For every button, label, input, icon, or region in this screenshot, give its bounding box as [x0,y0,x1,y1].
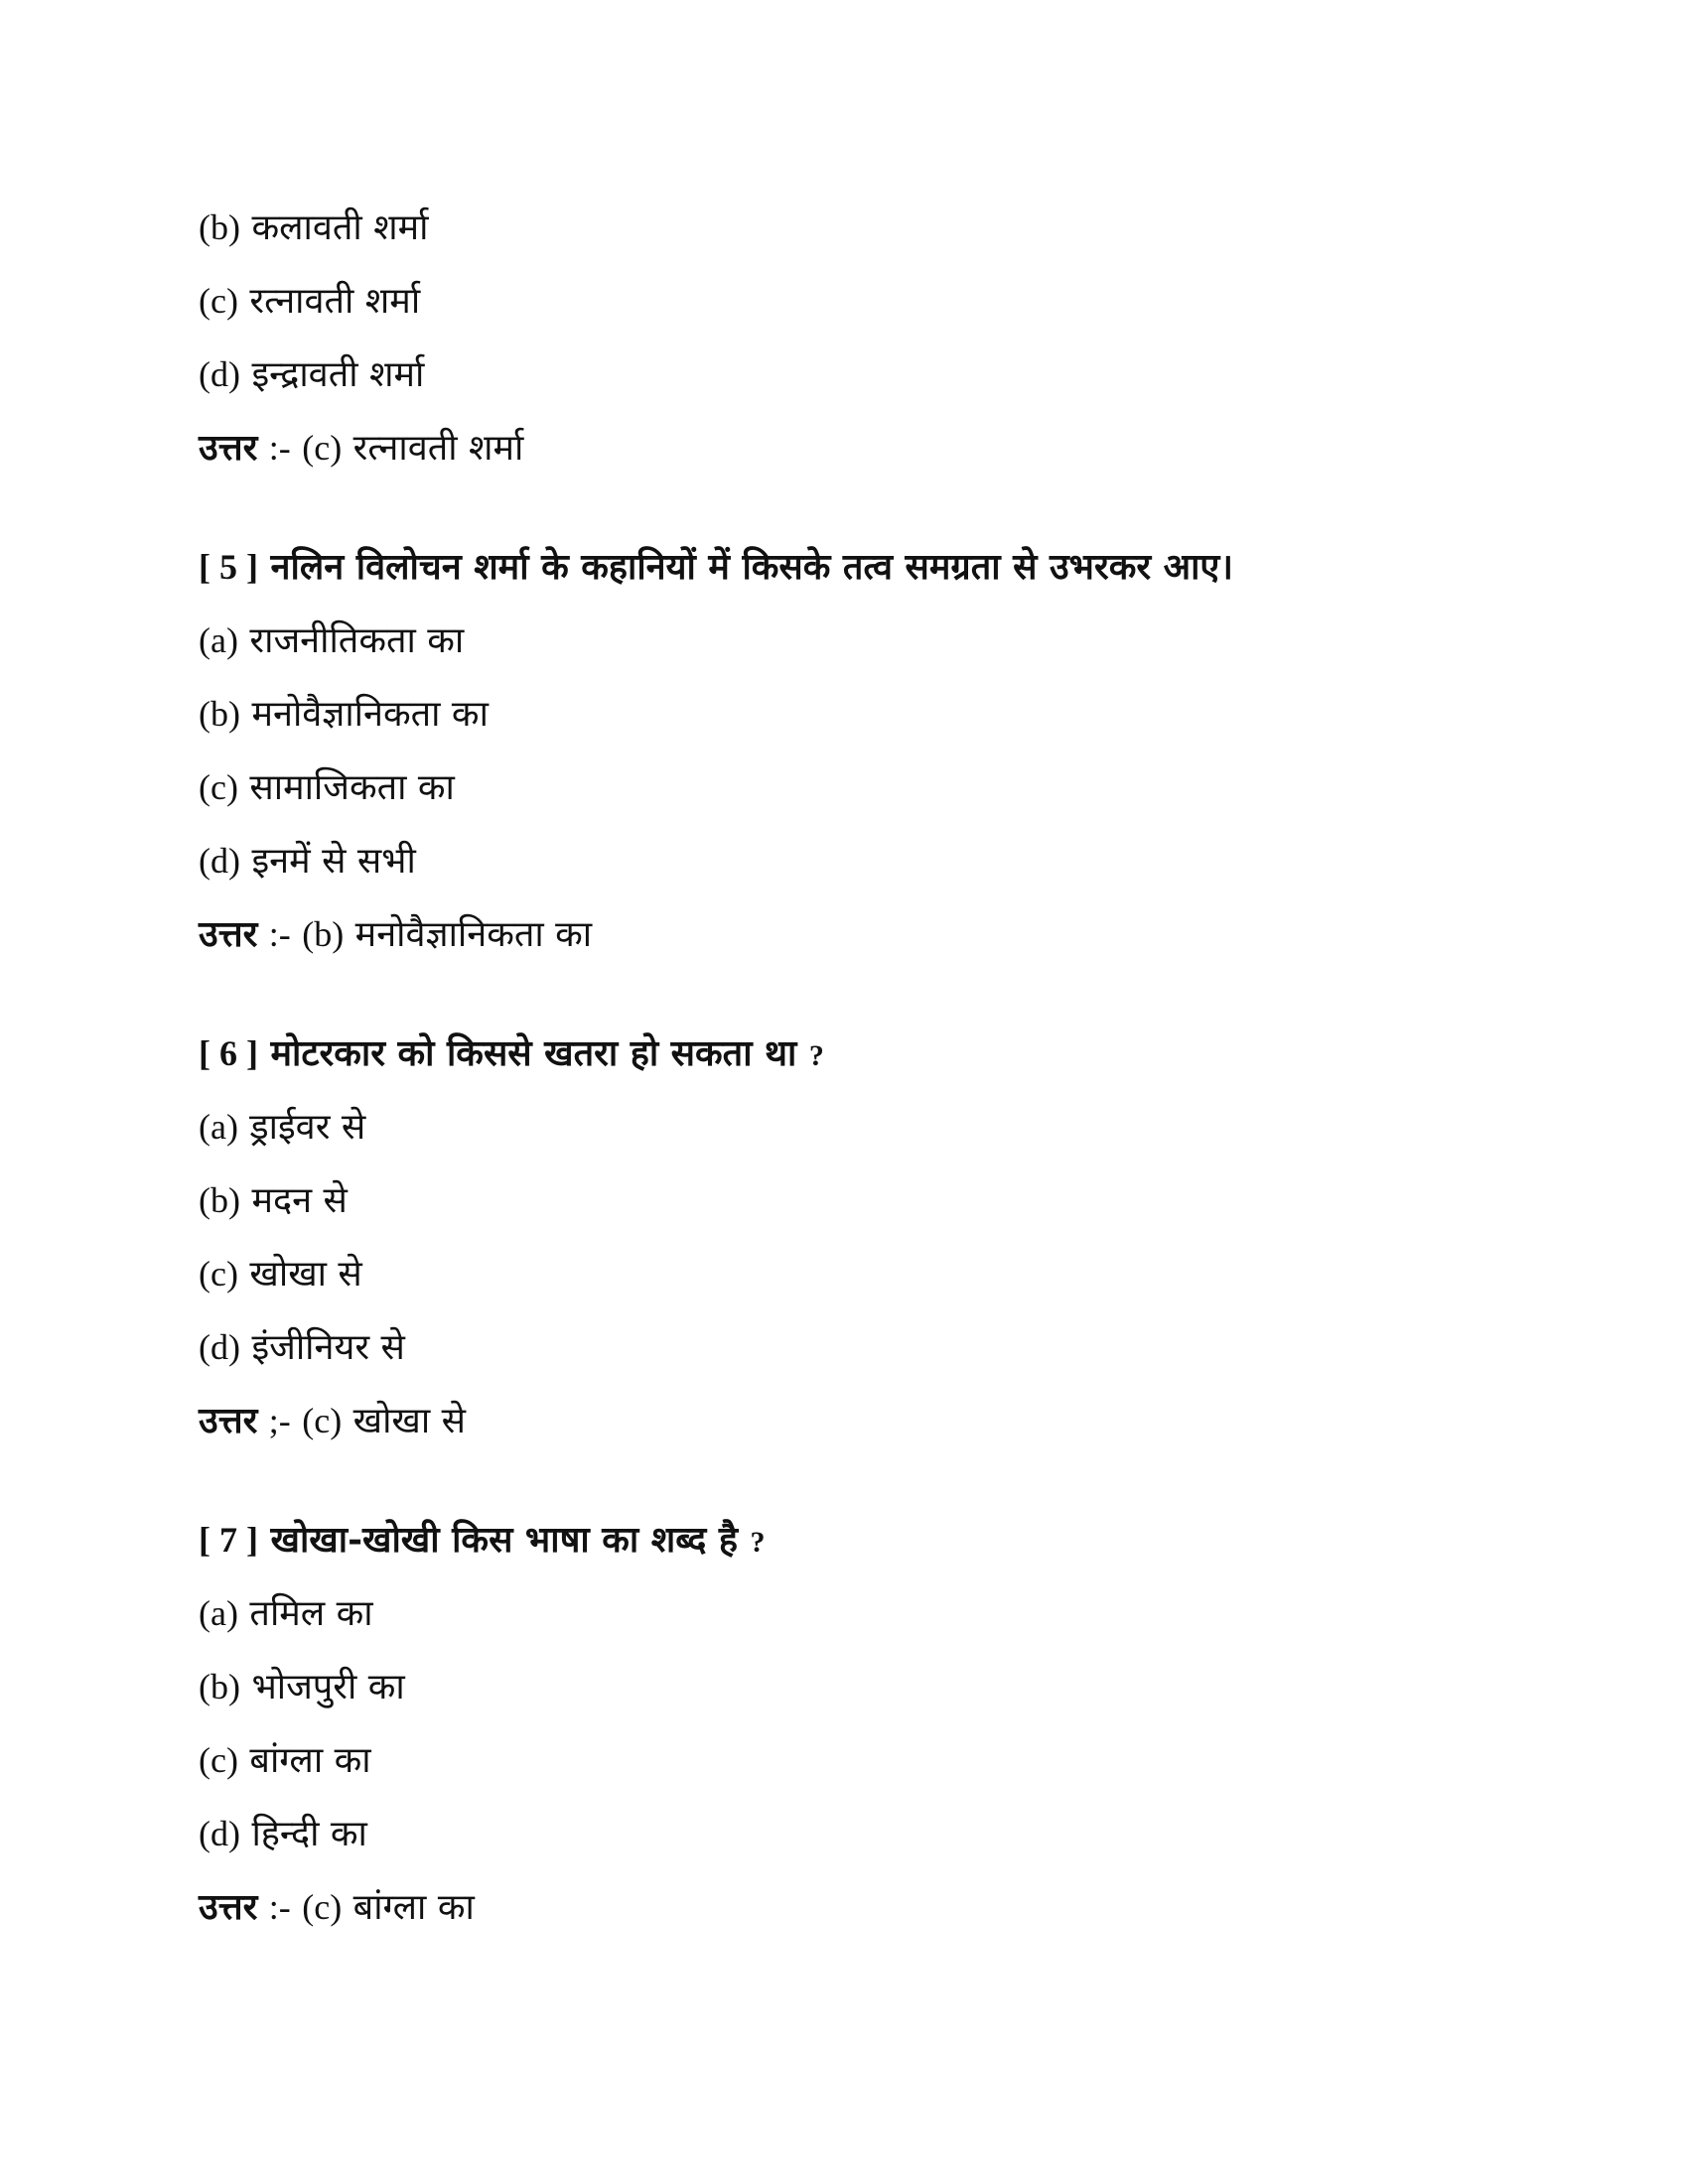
answer-line [199,897,1489,971]
option-letter: (a) [199,620,238,660]
option-text: मनोवैज्ञानिकता का [251,694,489,735]
option-text: सामाजिकता का [249,767,455,808]
option-item [199,1237,1489,1310]
answer-separator: ;- [268,1401,291,1440]
option-item [199,751,1489,824]
option-letter: (c) [199,1254,238,1294]
answer-label: उत्तर [199,1400,258,1441]
option-item [199,677,1489,751]
option-text: हिन्दी का [251,1814,367,1854]
answer-text: रत्नावती शर्मा [352,428,524,469]
option-letter: (b) [199,1180,240,1220]
question-text: मोटरकार को किससे खतरा हो सकता था [270,1032,797,1074]
option-text: कलावती शर्मा [251,207,429,248]
option-item [199,1310,1489,1384]
question-heading [199,1017,1489,1090]
question-mark: ? [750,1526,766,1559]
option-letter: (d) [199,841,240,881]
page-content [199,191,1489,1944]
answer-label: उत्तर [199,1886,258,1928]
option-text: बांग्ला का [249,1740,371,1781]
question-block [199,1503,1489,1944]
question-number: [ 5 ] [199,547,258,587]
option-item [199,264,1489,338]
option-item [199,1650,1489,1723]
option-item [199,1576,1489,1650]
option-item [199,1163,1489,1237]
option-text: ड्राईवर से [249,1107,366,1148]
option-letter: (d) [199,354,240,394]
option-text: तमिल का [249,1593,373,1634]
option-letter: (c) [199,1740,238,1780]
answer-separator: :- [268,1887,291,1927]
question-mark: ? [808,1039,824,1072]
option-text: भोजपुरी का [251,1667,405,1707]
answer-separator: :- [268,914,291,954]
answer-letter: (c) [302,1401,343,1440]
option-item [199,191,1489,264]
answer-letter: (b) [302,914,345,954]
answer-text: बांग्ला का [352,1887,475,1928]
option-text: मदन से [251,1180,348,1221]
option-letter: (d) [199,1814,240,1853]
question-block [199,1017,1489,1457]
answer-letter: (c) [302,428,343,468]
option-text: इनमें से सभी [251,841,416,882]
option-letter: (a) [199,1593,238,1633]
option-item [199,604,1489,677]
question-text: खोखा-खोखी किस भाषा का शब्द है [270,1519,738,1561]
option-list [199,191,1489,411]
question-heading [199,530,1489,604]
option-letter: (a) [199,1107,238,1147]
option-letter: (b) [199,207,240,247]
answer-label: उत्तर [199,913,258,955]
option-item [199,338,1489,411]
answer-text: खोखा से [352,1401,466,1441]
answer-text: मनोवैज्ञानिकता का [354,914,593,955]
option-letter: (c) [199,767,238,807]
option-letter: (b) [199,694,240,734]
answer-line [199,411,1489,484]
question-block [199,530,1489,971]
option-item [199,1797,1489,1870]
answer-line [199,1870,1489,1944]
answer-separator: :- [268,428,291,468]
question-number: [ 6 ] [199,1033,258,1073]
option-text: इंजीनियर से [251,1327,405,1368]
option-text: राजनीतिकता का [249,620,465,661]
question-heading [199,1503,1489,1576]
answer-line [199,1384,1489,1457]
option-letter: (c) [199,281,238,321]
question-text: नलिन विलोचन शर्मा के कहानियों में किसके तत्व समग्रता से उभरकर आए। [270,546,1233,588]
option-letter: (b) [199,1667,240,1706]
option-item [199,1090,1489,1163]
option-text: इन्द्रावती शर्मा [251,354,425,395]
option-item [199,1723,1489,1797]
option-text: रत्नावती शर्मा [249,281,421,322]
answer-letter: (c) [302,1887,343,1927]
answer-label: उत्तर [199,427,258,469]
option-item [199,824,1489,897]
question-number: [ 7 ] [199,1520,258,1560]
option-letter: (d) [199,1327,240,1367]
option-text: खोखा से [249,1254,362,1295]
